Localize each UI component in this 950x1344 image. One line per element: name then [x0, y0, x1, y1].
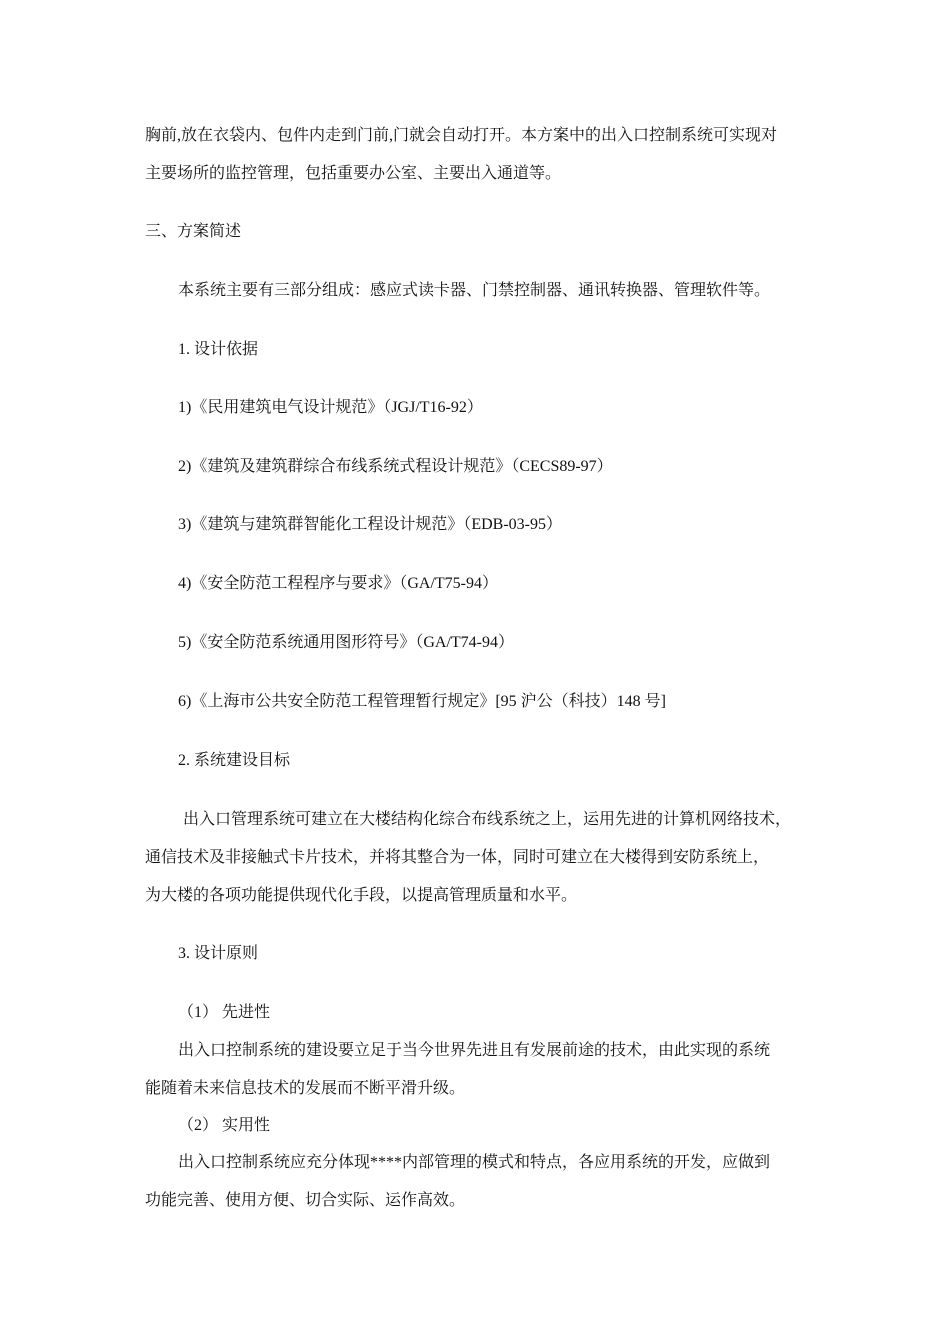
design-basis-item: 5)《安全防范系统通用图形符号》（GA/T74-94）	[178, 634, 514, 651]
principle-title-advanced: （1） 先进性	[178, 1004, 271, 1021]
design-basis-item: 3)《建筑与建筑群智能化工程设计规范》（EDB-03-95）	[178, 516, 562, 533]
principle-advanced-line-1: 出入口控制系统的建设要立足于当今世界先进且有发展前途的技术，由此实现的系统	[178, 1042, 771, 1059]
goals-line-2: 通信技术及非接触式卡片技术，并将其整合为一体，同时可建立在大楼得到安防系统上，	[145, 849, 770, 866]
design-basis-item: 2)《建筑及建筑群综合布线系统式程设计规范》（CECS89-97）	[178, 458, 613, 475]
principle-practical-line-1: 出入口控制系统应充分体现****内部管理的模式和特点，各应用系统的开发，应做到	[178, 1154, 771, 1171]
principles-heading: 3. 设计原则	[178, 945, 259, 962]
design-basis-item: 6)《上海市公共安全防范工程管理暂行规定》[95 沪公（科技）148 号]	[178, 693, 666, 710]
principle-practical-line-2: 功能完善、使用方便、切合实际、运作高效。	[145, 1192, 466, 1209]
summary-paragraph: 本系统主要有三部分组成：感应式读卡器、门禁控制器、通讯转换器、管理软件等。	[178, 282, 771, 299]
principle-advanced-line-2: 能随着未来信息技术的发展而不断平滑升级。	[145, 1080, 466, 1097]
principle-title-practical: （2） 实用性	[178, 1117, 271, 1134]
goals-heading: 2. 系统建设目标	[178, 752, 291, 769]
design-basis-heading: 1. 设计依据	[178, 341, 259, 358]
intro-line-2: 主要场所的监控管理，包括重要办公室、主要出入通道等。	[145, 165, 562, 182]
design-basis-item: 4)《安全防范工程程序与要求》（GA/T75-94）	[178, 575, 498, 592]
design-basis-item: 1)《民用建筑电气设计规范》（JGJ/T16-92）	[178, 399, 483, 416]
goals-line-1: 出入口管理系统可建立在大楼结构化综合布线系统之上，运用先进的计算机网络技术，	[183, 811, 792, 828]
section-heading: 三、方案简述	[145, 223, 242, 240]
goals-line-3: 为大楼的各项功能提供现代化手段，以提高管理质量和水平。	[145, 887, 578, 904]
intro-line-1: 胸前,放在衣袋内、包件内走到门前,门就会自动打开。本方案中的出入口控制系统可实现对	[145, 127, 778, 144]
